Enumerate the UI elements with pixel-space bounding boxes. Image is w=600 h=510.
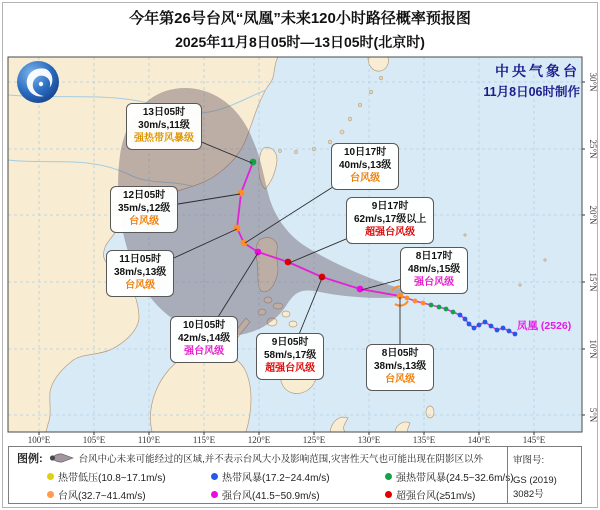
- lat-tick-label: 15°N: [588, 272, 598, 292]
- callout-time: 8日05时: [381, 348, 419, 359]
- agency-block: [483, 61, 580, 100]
- lat-tick-label: 30°N: [588, 72, 598, 92]
- logo-dot: [39, 82, 43, 86]
- cma-logo: [16, 60, 60, 104]
- legend-color-dot: [385, 473, 392, 480]
- callout-category: 台风级: [385, 374, 416, 386]
- review-box: [507, 447, 581, 503]
- legend-cone-text: 台风中心未来可能经过的区域,并不表示台风大小及影响范围,灾害性天气也可能出现在阴影区以外: [78, 454, 483, 465]
- lon-tick-label: 105°E: [82, 435, 106, 445]
- callout-time: 13日05时: [142, 107, 186, 118]
- legend-item: [385, 469, 514, 484]
- observed-track-point: [429, 303, 434, 308]
- forecast-callout: [400, 247, 468, 294]
- forecast-track-point: [357, 286, 364, 293]
- callout-time: 8日17时: [415, 251, 453, 262]
- legend-cone-row: [17, 450, 503, 466]
- forecast-callout: [331, 143, 399, 190]
- legend-item-label: 强台风(41.5~50.9m/s): [222, 491, 320, 502]
- observed-track-point: [451, 310, 456, 315]
- legend-color-dot: [211, 473, 218, 480]
- callout-time: 10日05时: [183, 320, 226, 331]
- forecast-callout: [126, 103, 202, 150]
- legend-item-label: 超强台风(≥51m/s): [396, 491, 476, 502]
- lat-tick-label: 5°N: [588, 407, 598, 423]
- callout-category: 超强台风级: [265, 363, 316, 375]
- lon-tick-label: 110°E: [137, 435, 161, 445]
- observed-track-point: [501, 326, 506, 331]
- legend-item-label: 强热带风暴(24.5~32.6m/s): [396, 473, 514, 484]
- legend-item-label: 热带风暴(17.2~24.4m/s): [222, 473, 330, 484]
- title-block: [0, 7, 600, 52]
- island: [426, 406, 434, 418]
- forecast-track-point: [241, 240, 248, 247]
- page-title: 今年第26号台风“凤凰”未来120小时路径概率预报图: [129, 10, 471, 27]
- callout-category: 台风级: [129, 216, 160, 228]
- legend-item: [47, 487, 205, 502]
- legend-color-dot: [211, 491, 218, 498]
- legend-color-dot: [47, 491, 54, 498]
- forecast-track-point: [255, 249, 262, 256]
- lat-tick-label: 25°N: [588, 139, 598, 159]
- observed-track-point: [477, 323, 482, 328]
- legend-item: [47, 469, 205, 484]
- forecast-callout: [366, 344, 434, 391]
- review-number: GS (2019) 3082号: [513, 475, 557, 500]
- observed-track-point: [463, 317, 468, 322]
- legend-color-dot: [385, 491, 392, 498]
- island: [289, 321, 297, 327]
- forecast-callout: [110, 186, 178, 233]
- callout-intensity: 62m/s,17级以上: [354, 214, 427, 226]
- legend-item-label: 热带低压(10.8~17.1m/s): [58, 473, 166, 484]
- observed-track-point: [467, 322, 472, 327]
- forecast-track-point: [238, 190, 245, 197]
- forecast-track-point: [319, 274, 326, 281]
- legend-item: [385, 487, 514, 502]
- cone-icon: [48, 452, 74, 464]
- lon-tick-label: 100°E: [27, 435, 51, 445]
- island: [282, 311, 290, 317]
- forecast-callout: [106, 250, 174, 297]
- forecast-callout: [346, 197, 434, 244]
- callout-category: 台风级: [350, 173, 381, 185]
- observed-track-point: [444, 307, 449, 312]
- callout-time: 11日05时: [119, 254, 161, 265]
- forecast-callout: [170, 316, 238, 363]
- callout-intensity: 35m/s,12级: [118, 203, 171, 215]
- lon-tick-label: 125°E: [302, 435, 326, 445]
- observed-track-point: [495, 328, 500, 333]
- observed-track-point: [458, 313, 463, 318]
- review-label: 审图号:: [513, 455, 545, 466]
- observed-track-point: [483, 320, 488, 325]
- legend-item: [211, 469, 379, 484]
- agency-name: 中央气象台: [495, 63, 580, 79]
- legend-title: 图例:: [17, 453, 43, 465]
- callout-time: 10日17时: [344, 147, 387, 158]
- lon-tick-label: 115°E: [192, 435, 216, 445]
- callout-time: 9日17时: [371, 201, 409, 212]
- legend-item-label: 台风(32.7~41.4m/s): [58, 491, 146, 502]
- page-subtitle: 2025年11月8日05时—13日05时(北京时): [175, 34, 425, 50]
- callout-category: 超强台风级: [365, 227, 416, 239]
- legend-item: [211, 487, 379, 502]
- observed-track-point: [507, 329, 512, 334]
- callout-category: 强台风级: [184, 346, 225, 358]
- storm-name-label: 凤凰 (2526): [517, 320, 572, 332]
- lon-tick-label: 140°E: [467, 435, 491, 445]
- callout-intensity: 40m/s,13级: [339, 160, 392, 172]
- lat-tick-label: 20°N: [588, 205, 598, 225]
- observed-track-point: [405, 296, 410, 301]
- lon-tick-label: 130°E: [357, 435, 381, 445]
- callout-intensity: 38m/s,13级: [114, 267, 167, 279]
- callout-category: 强热带风暴级: [134, 133, 194, 145]
- observed-track-point: [472, 326, 477, 331]
- callout-intensity: 48m/s,15级: [408, 264, 461, 276]
- lat-tick-label: 10°N: [588, 339, 598, 359]
- observed-track-point: [413, 299, 418, 304]
- callout-intensity: 30m/s,11级: [138, 120, 190, 132]
- legend-left: [9, 447, 514, 503]
- lon-tick-label: 120°E: [247, 435, 271, 445]
- callout-category: 强台风级: [414, 277, 455, 289]
- legend: [8, 446, 582, 504]
- observed-track-point: [437, 305, 442, 310]
- observed-track-point: [489, 324, 494, 329]
- observed-track-point: [421, 301, 426, 306]
- callout-intensity: 38m/s,13级: [374, 361, 427, 373]
- callout-intensity: 42m/s,14级: [178, 333, 231, 345]
- lon-tick-label: 145°E: [522, 435, 546, 445]
- agency-issued-time: 11月8日06时制作: [483, 85, 580, 99]
- callout-time: 9日05时: [271, 337, 309, 348]
- callout-time: 12日05时: [123, 190, 166, 201]
- forecast-callout: [256, 333, 324, 380]
- lon-tick-label: 135°E: [412, 435, 436, 445]
- callout-category: 台风级: [125, 280, 156, 292]
- legend-items: [47, 469, 514, 502]
- callout-intensity: 58m/s,17级: [264, 350, 317, 362]
- legend-color-dot: [47, 473, 54, 480]
